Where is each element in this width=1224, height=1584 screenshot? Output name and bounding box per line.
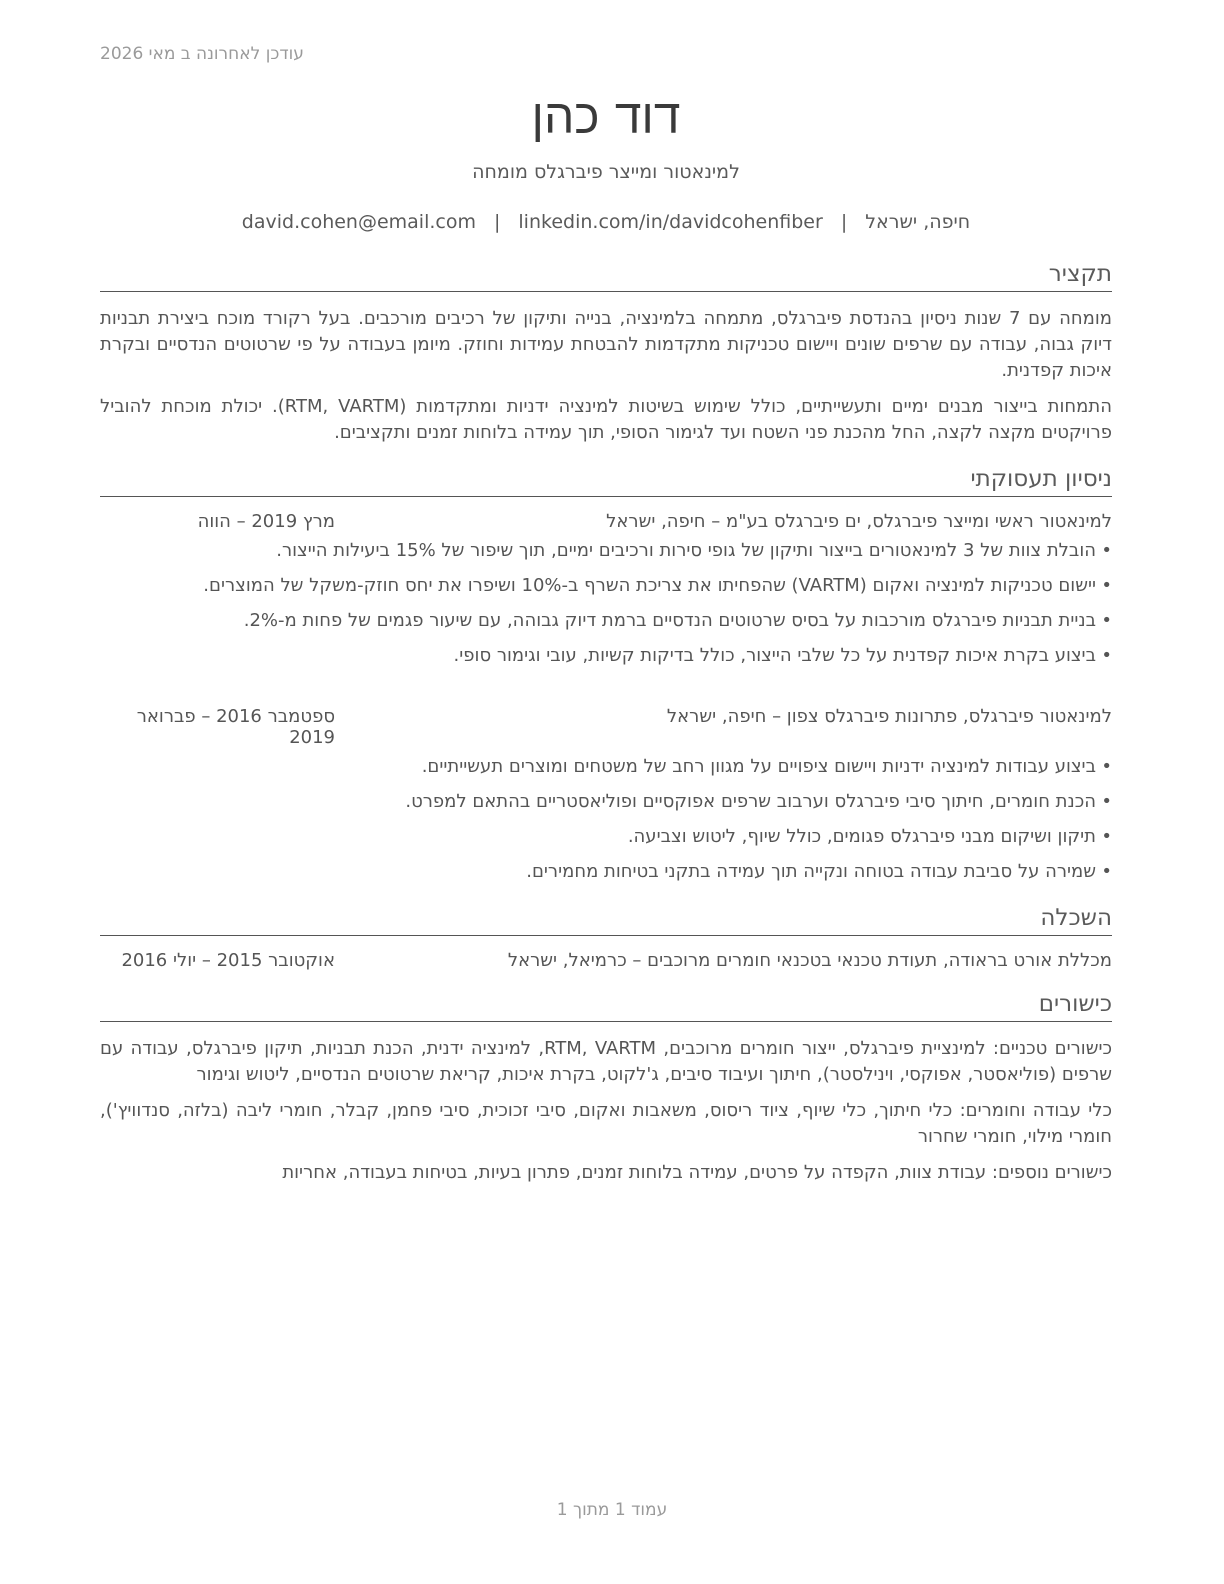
separator: | bbox=[494, 211, 501, 234]
job-bullets bbox=[100, 538, 1112, 669]
education-entry bbox=[100, 950, 1112, 971]
candidate-name: דוד כהן bbox=[531, 89, 681, 145]
list-item: • תיקון ושיקום מבני פיברגלס פגומים, כולל שיוף, ליטוש וצביעה. bbox=[100, 824, 1112, 850]
list-item: • יישום טכניקות למינציה ואקום (VARTM) שהפחיתו את צריכת השרף ב-10% ושיפרו את יחס חוזק-משקל של המוצרים. bbox=[100, 573, 1112, 599]
skills-item: כלי עבודה וחומרים: כלי חיתוך, כלי שיוף, ציוד ריסוס, משאבות ואקום, סיבי זכוכית, סיבי פחמן, קבלר, חומרי ליבה (בלזה, סנדוויץ'), חומרי מילוי, חומרי שחרור bbox=[100, 1100, 1112, 1148]
summary-paragraph: התמחות בייצור מבנים ימיים ותעשייתיים, כולל שימוש בשיטות למינציה ידניות ומתקדמות (RTM, VARTM). יכולת מוכחת להוביל פרויקטים מקצה לקצה, החל מהכנת פני השטח ועד לגימור הסופי, תוך עמידה בלוחות זמנים ותקציבים. bbox=[100, 396, 1112, 444]
experience-heading: ניסיון תעסוקתי bbox=[100, 464, 1112, 497]
list-item: • הכנת חומרים, חיתוך סיבי פיברגלס וערבוב שרפים אפוקסיים ופוליאסטריים בהתאם למפרט. bbox=[100, 789, 1112, 815]
education-dates: אוקטובר 2015 – יולי 2016 bbox=[121, 950, 335, 972]
skills-item: כישורים נוספים: עבודת צוות, הקפדה על פרטים, עמידה בלוחות זמנים, פתרון בעיות, בטיחות בעבודה, אחריות bbox=[282, 1162, 1112, 1184]
email-link[interactable]: david.cohen@email.com bbox=[241, 211, 476, 234]
candidate-subtitle: למינאטור ומייצר פיברגלס מומחה bbox=[472, 161, 740, 184]
job-header bbox=[100, 511, 1112, 532]
education-title: מכללת אורט בראודה, תעודת טכנאי בטכנאי חומרים מרוכבים – כרמיאל, ישראל bbox=[507, 950, 1112, 972]
job-dates: מרץ 2019 – הווה bbox=[197, 511, 335, 533]
separator: | bbox=[840, 211, 848, 234]
list-item: • ביצוע עבודות למינציה ידניות ויישום ציפויים על מגוון רחב של משטחים ומוצרים תעשייתיים. bbox=[100, 754, 1112, 780]
job-title: למינאטור פיברגלס, פתרונות פיברגלס צפון – חיפה, ישראל bbox=[666, 706, 1112, 728]
education-heading: השכלה bbox=[100, 903, 1112, 936]
page-number: עמוד 1 מתוך 1 bbox=[556, 1500, 668, 1520]
spacer bbox=[100, 678, 1112, 692]
contact-line bbox=[100, 211, 1112, 233]
skills-heading: כישורים bbox=[100, 989, 1112, 1022]
location: חיפה, ישראל bbox=[865, 211, 971, 234]
job-dates: ספטמבר 2016 – פברואר 2019 bbox=[136, 706, 335, 749]
summary-heading: תקציר bbox=[100, 259, 1112, 292]
list-item: • שמירה על סביבת עבודה בטוחה ונקייה תוך עמידה בתקני בטיחות מחמירים. bbox=[100, 859, 1112, 885]
summary-paragraph: מומחה עם 7 שנות ניסיון בהנדסת פיברגלס, מתמחה בלמינציה, בנייה ותיקון של רכיבים מורכבים. בעל רקורד מוכח ביצירת תבניות דיוק גבוה, עבודה עם שרפים שונים ויישום טכניקות מתקדמות להבטחת עמידות וחוזק. מיומן בעבודה על פי שרטוטים הנדסיים ובקרת איכות קפדנית. bbox=[100, 308, 1113, 382]
linkedin-link[interactable]: linkedin.com/in/davidcohenfiber bbox=[518, 211, 823, 234]
resume-content bbox=[100, 84, 1112, 1186]
job-title: למינאטור ראשי ומייצר פיברגלס, ים פיברגלס בע"מ – חיפה, ישראל bbox=[606, 511, 1112, 533]
skills-item: כישורים טכניים: למינציית פיברגלס, ייצור חומרים מרוכבים, RTM, VARTM, למינציה ידנית, הכנת תבניות, תיקון פיברגלס, עבודה עם שרפים (פוליאסטר, אפוקסי, וינילסטר), חיתוך ועיבוד סיבים, ג'לקוט, בקרת איכות, קריאת שרטוטים הנדסיים, ליטוש וגימור bbox=[100, 1038, 1112, 1086]
job-header bbox=[100, 706, 1112, 748]
list-item: • ביצוע בקרת איכות קפדנית על כל שלבי הייצור, כולל בדיקות קשיות, עובי וגימור סופי. bbox=[100, 643, 1112, 669]
list-item: • הובלת צוות של 3 למינאטורים בייצור ותיקון של גופי סירות ורכיבים ימיים, תוך שיפור של 15% ביעילות הייצור. bbox=[100, 538, 1112, 564]
list-item: • בניית תבניות פיברגלס מורכבות על בסיס שרטוטים הנדסיים ברמת דיוק גבוהה, עם שיעור פגמים של פחות מ-2%. bbox=[100, 608, 1112, 634]
last-updated: עודכן לאחרונה ב מאי 2026 bbox=[100, 44, 304, 64]
job-bullets bbox=[100, 754, 1112, 885]
